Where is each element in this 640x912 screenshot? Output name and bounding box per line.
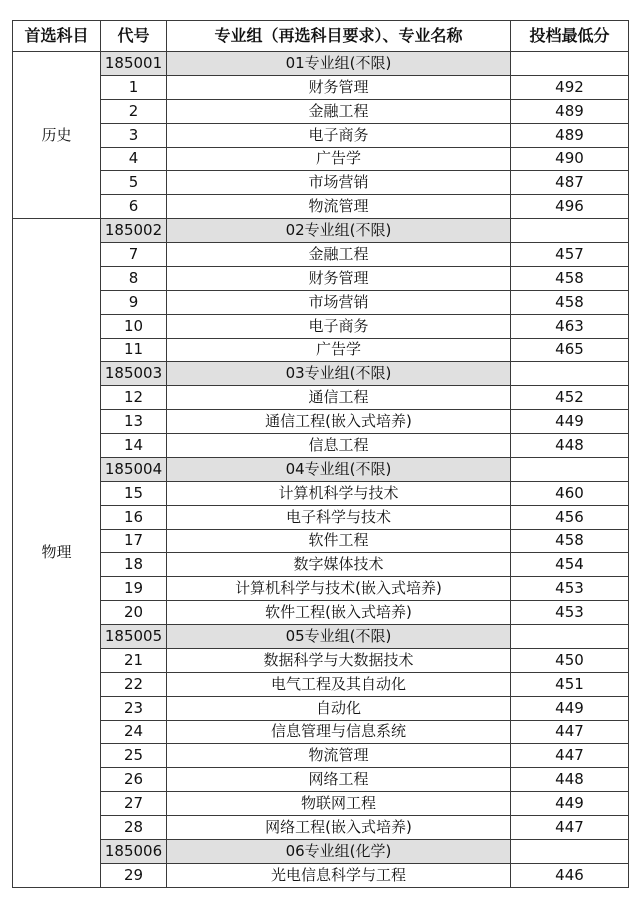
major-number: 11 (101, 338, 167, 362)
major-min-score: 453 (511, 577, 629, 601)
header-score: 投档最低分 (511, 21, 629, 52)
major-name: 光电信息科学与工程 (167, 863, 511, 887)
major-number: 18 (101, 553, 167, 577)
major-min-score: 449 (511, 792, 629, 816)
major-number: 25 (101, 744, 167, 768)
major-name: 电子科学与技术 (167, 505, 511, 529)
major-min-score: 447 (511, 816, 629, 840)
major-number: 17 (101, 529, 167, 553)
major-name: 网络工程 (167, 768, 511, 792)
major-number: 14 (101, 434, 167, 458)
major-row (13, 99, 629, 123)
major-number: 6 (101, 195, 167, 219)
major-name: 通信工程 (167, 386, 511, 410)
group-title: 05专业组(不限) (167, 625, 511, 649)
major-min-score: 452 (511, 386, 629, 410)
major-number: 23 (101, 696, 167, 720)
group-score-empty (511, 362, 629, 386)
major-min-score: 453 (511, 601, 629, 625)
major-row (13, 410, 629, 434)
major-row (13, 816, 629, 840)
major-name: 电子商务 (167, 123, 511, 147)
major-name: 自动化 (167, 696, 511, 720)
major-name: 广告学 (167, 147, 511, 171)
major-row (13, 577, 629, 601)
major-name: 计算机科学与技术 (167, 481, 511, 505)
major-row (13, 243, 629, 267)
major-number: 5 (101, 171, 167, 195)
major-min-score: 458 (511, 529, 629, 553)
group-code: 185002 (101, 219, 167, 243)
group-row (13, 219, 629, 243)
major-min-score: 457 (511, 243, 629, 267)
group-score-empty (511, 625, 629, 649)
major-number: 26 (101, 768, 167, 792)
major-row (13, 601, 629, 625)
group-score-empty (511, 52, 629, 76)
major-row (13, 792, 629, 816)
major-number: 10 (101, 314, 167, 338)
major-row (13, 720, 629, 744)
major-number: 13 (101, 410, 167, 434)
major-min-score: 454 (511, 553, 629, 577)
major-number: 16 (101, 505, 167, 529)
group-title: 02专业组(不限) (167, 219, 511, 243)
admission-score-sheet (12, 20, 628, 888)
major-min-score: 465 (511, 338, 629, 362)
major-row (13, 147, 629, 171)
major-name: 数据科学与大数据技术 (167, 648, 511, 672)
major-number: 21 (101, 648, 167, 672)
header-subject: 首选科目 (13, 21, 101, 52)
major-row (13, 314, 629, 338)
major-name: 数字媒体技术 (167, 553, 511, 577)
major-min-score: 487 (511, 171, 629, 195)
major-row (13, 290, 629, 314)
major-number: 2 (101, 99, 167, 123)
table-body (13, 52, 629, 888)
major-min-score: 448 (511, 768, 629, 792)
major-number: 3 (101, 123, 167, 147)
major-name: 市场营销 (167, 171, 511, 195)
major-number: 12 (101, 386, 167, 410)
major-name: 通信工程(嵌入式培养) (167, 410, 511, 434)
major-row (13, 171, 629, 195)
major-name: 计算机科学与技术(嵌入式培养) (167, 577, 511, 601)
major-number: 1 (101, 75, 167, 99)
major-row (13, 505, 629, 529)
major-row (13, 863, 629, 887)
major-min-score: 490 (511, 147, 629, 171)
group-row (13, 839, 629, 863)
major-name: 物流管理 (167, 744, 511, 768)
major-min-score: 446 (511, 863, 629, 887)
major-row (13, 75, 629, 99)
major-min-score: 460 (511, 481, 629, 505)
major-row (13, 266, 629, 290)
major-name: 电子商务 (167, 314, 511, 338)
major-row (13, 768, 629, 792)
major-name: 网络工程(嵌入式培养) (167, 816, 511, 840)
major-row (13, 672, 629, 696)
major-name: 物联网工程 (167, 792, 511, 816)
major-name: 信息管理与信息系统 (167, 720, 511, 744)
major-name: 金融工程 (167, 243, 511, 267)
group-score-empty (511, 457, 629, 481)
major-min-score: 463 (511, 314, 629, 338)
major-number: 20 (101, 601, 167, 625)
subject-cell: 物理 (13, 219, 101, 888)
subject-cell: 历史 (13, 52, 101, 219)
major-row (13, 553, 629, 577)
major-name: 信息工程 (167, 434, 511, 458)
major-number: 4 (101, 147, 167, 171)
major-number: 9 (101, 290, 167, 314)
major-min-score: 489 (511, 123, 629, 147)
admission-score-table (12, 20, 629, 888)
major-name: 电气工程及其自动化 (167, 672, 511, 696)
group-code: 185005 (101, 625, 167, 649)
major-min-score: 450 (511, 648, 629, 672)
major-min-score: 449 (511, 410, 629, 434)
major-number: 24 (101, 720, 167, 744)
major-min-score: 458 (511, 266, 629, 290)
major-min-score: 489 (511, 99, 629, 123)
major-row (13, 481, 629, 505)
major-min-score: 448 (511, 434, 629, 458)
group-code: 185006 (101, 839, 167, 863)
group-title: 03专业组(不限) (167, 362, 511, 386)
major-row (13, 338, 629, 362)
major-name: 金融工程 (167, 99, 511, 123)
major-row (13, 195, 629, 219)
major-name: 财务管理 (167, 266, 511, 290)
major-name: 市场营销 (167, 290, 511, 314)
major-number: 27 (101, 792, 167, 816)
major-name: 软件工程 (167, 529, 511, 553)
group-code: 185004 (101, 457, 167, 481)
major-number: 15 (101, 481, 167, 505)
major-number: 7 (101, 243, 167, 267)
group-row (13, 625, 629, 649)
major-number: 29 (101, 863, 167, 887)
major-min-score: 449 (511, 696, 629, 720)
group-title: 06专业组(化学) (167, 839, 511, 863)
group-code: 185003 (101, 362, 167, 386)
group-title: 01专业组(不限) (167, 52, 511, 76)
group-row (13, 52, 629, 76)
major-min-score: 456 (511, 505, 629, 529)
major-row (13, 696, 629, 720)
group-code: 185001 (101, 52, 167, 76)
major-number: 19 (101, 577, 167, 601)
major-min-score: 458 (511, 290, 629, 314)
major-row (13, 648, 629, 672)
group-score-empty (511, 219, 629, 243)
major-min-score: 496 (511, 195, 629, 219)
group-row (13, 362, 629, 386)
major-number: 22 (101, 672, 167, 696)
group-title: 04专业组(不限) (167, 457, 511, 481)
major-min-score: 492 (511, 75, 629, 99)
header-row (13, 21, 629, 52)
major-min-score: 451 (511, 672, 629, 696)
major-min-score: 447 (511, 744, 629, 768)
major-name: 广告学 (167, 338, 511, 362)
group-row (13, 457, 629, 481)
major-name: 财务管理 (167, 75, 511, 99)
major-name: 物流管理 (167, 195, 511, 219)
group-score-empty (511, 839, 629, 863)
major-row (13, 123, 629, 147)
major-row (13, 434, 629, 458)
major-number: 28 (101, 816, 167, 840)
major-row (13, 529, 629, 553)
major-row (13, 744, 629, 768)
major-name: 软件工程(嵌入式培养) (167, 601, 511, 625)
major-number: 8 (101, 266, 167, 290)
header-major: 专业组（再选科目要求）、专业名称 (167, 21, 511, 52)
header-code: 代号 (101, 21, 167, 52)
major-row (13, 386, 629, 410)
major-min-score: 447 (511, 720, 629, 744)
